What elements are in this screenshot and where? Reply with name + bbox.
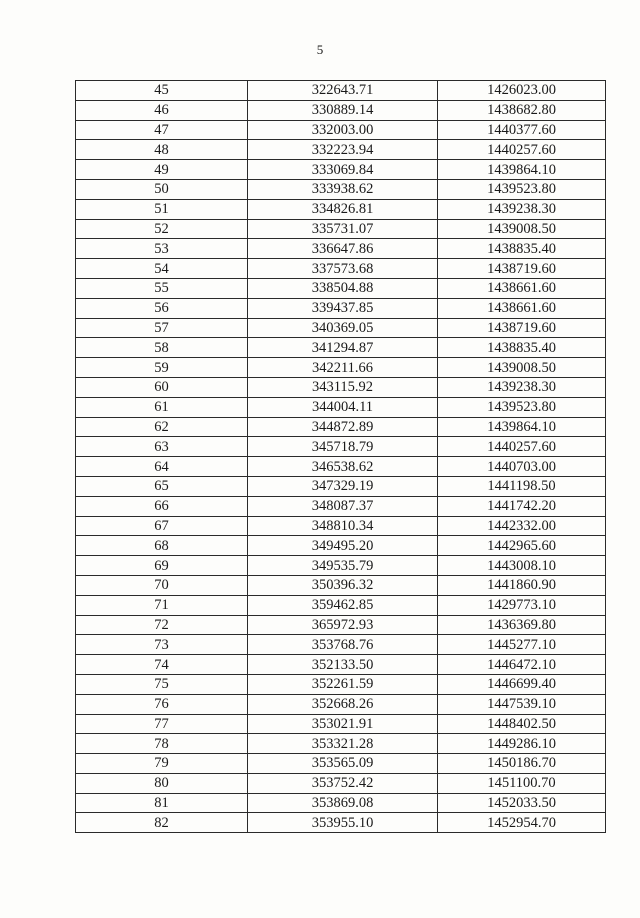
x-coordinate-cell: 344004.11: [248, 397, 438, 417]
point-number-cell: 64: [76, 457, 248, 477]
x-coordinate-cell: 335731.07: [248, 219, 438, 239]
y-coordinate-cell: 1442332.00: [438, 516, 606, 536]
point-number-cell: 80: [76, 773, 248, 793]
table-row: [76, 417, 606, 437]
y-coordinate-cell: 1443008.10: [438, 556, 606, 576]
table-row: [76, 239, 606, 259]
point-number-cell: 77: [76, 714, 248, 734]
table-row: [76, 199, 606, 219]
y-coordinate-cell: 1451100.70: [438, 773, 606, 793]
point-number-cell: 47: [76, 120, 248, 140]
table-row: [76, 338, 606, 358]
y-coordinate-cell: 1442965.60: [438, 536, 606, 556]
x-coordinate-cell: 333069.84: [248, 160, 438, 180]
y-coordinate-cell: 1452954.70: [438, 813, 606, 833]
table-row: [76, 615, 606, 635]
y-coordinate-cell: 1438835.40: [438, 338, 606, 358]
y-coordinate-cell: 1441742.20: [438, 496, 606, 516]
point-number-cell: 49: [76, 160, 248, 180]
y-coordinate-cell: 1439008.50: [438, 358, 606, 378]
table-row: [76, 813, 606, 833]
y-coordinate-cell: 1452033.50: [438, 793, 606, 813]
table-row: [76, 516, 606, 536]
table-row: [76, 120, 606, 140]
x-coordinate-cell: 346538.62: [248, 457, 438, 477]
y-coordinate-cell: 1449286.10: [438, 734, 606, 754]
y-coordinate-cell: 1440377.60: [438, 120, 606, 140]
table-row: [76, 595, 606, 615]
table-row: [76, 674, 606, 694]
table-row: [76, 219, 606, 239]
point-number-cell: 76: [76, 694, 248, 714]
table-row: [76, 694, 606, 714]
y-coordinate-cell: 1439523.80: [438, 179, 606, 199]
x-coordinate-cell: 353565.09: [248, 754, 438, 774]
table-row: [76, 476, 606, 496]
point-number-cell: 60: [76, 377, 248, 397]
y-coordinate-cell: 1446472.10: [438, 655, 606, 675]
x-coordinate-cell: 338504.88: [248, 278, 438, 298]
table-row: [76, 754, 606, 774]
point-number-cell: 73: [76, 635, 248, 655]
y-coordinate-cell: 1439008.50: [438, 219, 606, 239]
x-coordinate-cell: 353768.76: [248, 635, 438, 655]
point-number-cell: 65: [76, 476, 248, 496]
point-number-cell: 46: [76, 100, 248, 120]
table-row: [76, 358, 606, 378]
x-coordinate-cell: 350396.32: [248, 575, 438, 595]
x-coordinate-cell: 343115.92: [248, 377, 438, 397]
point-number-cell: 54: [76, 259, 248, 279]
y-coordinate-cell: 1439864.10: [438, 160, 606, 180]
y-coordinate-cell: 1439864.10: [438, 417, 606, 437]
table-row: [76, 100, 606, 120]
y-coordinate-cell: 1440257.60: [438, 437, 606, 457]
y-coordinate-cell: 1440257.60: [438, 140, 606, 160]
x-coordinate-cell: 334826.81: [248, 199, 438, 219]
point-number-cell: 72: [76, 615, 248, 635]
x-coordinate-cell: 340369.05: [248, 318, 438, 338]
y-coordinate-cell: 1439238.30: [438, 377, 606, 397]
y-coordinate-cell: 1448402.50: [438, 714, 606, 734]
x-coordinate-cell: 336647.86: [248, 239, 438, 259]
point-number-cell: 58: [76, 338, 248, 358]
x-coordinate-cell: 353869.08: [248, 793, 438, 813]
y-coordinate-cell: 1441198.50: [438, 476, 606, 496]
table-row: [76, 734, 606, 754]
x-coordinate-cell: 365972.93: [248, 615, 438, 635]
table-row: [76, 259, 606, 279]
point-number-cell: 79: [76, 754, 248, 774]
point-number-cell: 59: [76, 358, 248, 378]
x-coordinate-cell: 322643.71: [248, 81, 438, 101]
point-number-cell: 63: [76, 437, 248, 457]
y-coordinate-cell: 1438719.60: [438, 259, 606, 279]
y-coordinate-cell: 1438661.60: [438, 298, 606, 318]
x-coordinate-cell: 349495.20: [248, 536, 438, 556]
table-row: [76, 318, 606, 338]
point-number-cell: 81: [76, 793, 248, 813]
point-number-cell: 82: [76, 813, 248, 833]
y-coordinate-cell: 1438835.40: [438, 239, 606, 259]
x-coordinate-cell: 353321.28: [248, 734, 438, 754]
point-number-cell: 78: [76, 734, 248, 754]
x-coordinate-cell: 342211.66: [248, 358, 438, 378]
x-coordinate-cell: 352261.59: [248, 674, 438, 694]
x-coordinate-cell: 332003.00: [248, 120, 438, 140]
y-coordinate-cell: 1439238.30: [438, 199, 606, 219]
point-number-cell: 74: [76, 655, 248, 675]
x-coordinate-cell: 345718.79: [248, 437, 438, 457]
table-row: [76, 160, 606, 180]
table-row: [76, 140, 606, 160]
x-coordinate-cell: 348087.37: [248, 496, 438, 516]
point-number-cell: 61: [76, 397, 248, 417]
point-number-cell: 50: [76, 179, 248, 199]
x-coordinate-cell: 341294.87: [248, 338, 438, 358]
y-coordinate-cell: 1446699.40: [438, 674, 606, 694]
point-number-cell: 75: [76, 674, 248, 694]
y-coordinate-cell: 1438661.60: [438, 278, 606, 298]
y-coordinate-cell: 1440703.00: [438, 457, 606, 477]
table-row: [76, 655, 606, 675]
point-number-cell: 51: [76, 199, 248, 219]
table-row: [76, 536, 606, 556]
table-row: [76, 278, 606, 298]
x-coordinate-cell: 347329.19: [248, 476, 438, 496]
y-coordinate-cell: 1429773.10: [438, 595, 606, 615]
point-number-cell: 53: [76, 239, 248, 259]
x-coordinate-cell: 352133.50: [248, 655, 438, 675]
point-number-cell: 70: [76, 575, 248, 595]
table-row: [76, 773, 606, 793]
x-coordinate-cell: 353021.91: [248, 714, 438, 734]
table-row: [76, 714, 606, 734]
y-coordinate-cell: 1438682.80: [438, 100, 606, 120]
point-number-cell: 69: [76, 556, 248, 576]
table-row: [76, 556, 606, 576]
x-coordinate-cell: 339437.85: [248, 298, 438, 318]
page-number: 5: [316, 42, 324, 57]
point-number-cell: 71: [76, 595, 248, 615]
table-row: [76, 397, 606, 417]
point-number-cell: 45: [76, 81, 248, 101]
x-coordinate-cell: 332223.94: [248, 140, 438, 160]
point-number-cell: 67: [76, 516, 248, 536]
point-number-cell: 68: [76, 536, 248, 556]
y-coordinate-cell: 1445277.10: [438, 635, 606, 655]
point-number-cell: 57: [76, 318, 248, 338]
point-number-cell: 66: [76, 496, 248, 516]
x-coordinate-cell: 333938.62: [248, 179, 438, 199]
point-number-cell: 48: [76, 140, 248, 160]
table-row: [76, 437, 606, 457]
table-row: [76, 793, 606, 813]
table-row: [76, 81, 606, 101]
table-row: [76, 457, 606, 477]
coordinates-table: [75, 80, 606, 833]
table-row: [76, 635, 606, 655]
y-coordinate-cell: 1426023.00: [438, 81, 606, 101]
y-coordinate-cell: 1447539.10: [438, 694, 606, 714]
point-number-cell: 52: [76, 219, 248, 239]
x-coordinate-cell: 353955.10: [248, 813, 438, 833]
point-number-cell: 55: [76, 278, 248, 298]
point-number-cell: 56: [76, 298, 248, 318]
x-coordinate-cell: 353752.42: [248, 773, 438, 793]
y-coordinate-cell: 1439523.80: [438, 397, 606, 417]
table-row: [76, 575, 606, 595]
table-row: [76, 179, 606, 199]
x-coordinate-cell: 348810.34: [248, 516, 438, 536]
y-coordinate-cell: 1436369.80: [438, 615, 606, 635]
table-row: [76, 496, 606, 516]
table-row: [76, 377, 606, 397]
x-coordinate-cell: 349535.79: [248, 556, 438, 576]
x-coordinate-cell: 344872.89: [248, 417, 438, 437]
x-coordinate-cell: 330889.14: [248, 100, 438, 120]
x-coordinate-cell: 352668.26: [248, 694, 438, 714]
point-number-cell: 62: [76, 417, 248, 437]
y-coordinate-cell: 1441860.90: [438, 575, 606, 595]
table-row: [76, 298, 606, 318]
x-coordinate-cell: 359462.85: [248, 595, 438, 615]
y-coordinate-cell: 1438719.60: [438, 318, 606, 338]
coordinates-table-body: [76, 81, 606, 833]
y-coordinate-cell: 1450186.70: [438, 754, 606, 774]
x-coordinate-cell: 337573.68: [248, 259, 438, 279]
